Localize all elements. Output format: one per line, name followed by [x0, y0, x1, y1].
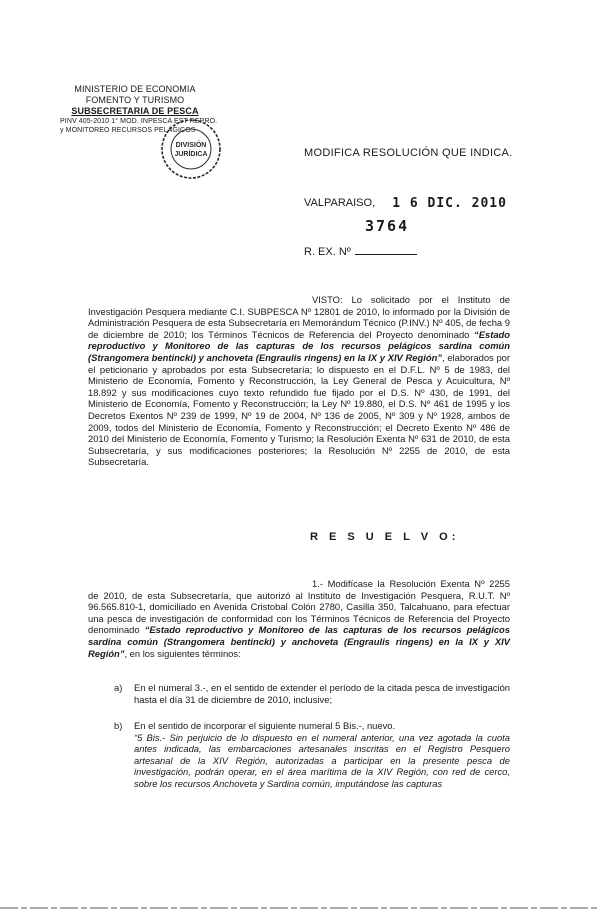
ministry-name: MINISTERIO DE ECONOMIA	[74, 84, 196, 94]
place-date-line	[304, 195, 507, 210]
item-b-quote: “5 Bis.- Sin perjuicio de lo dispuesto en el numeral anterior, una vez agotada la cuota antes indicada, las embarcaciones artesanales inscritas en el Registro Pesquero artesanal de la XIV Región, autorizadas a participar en la presente pesca de investigación, podrán operar, en el área marítima de la XIV Región, con red de cerco, sobre los recursos Anchoveta y Sardina común, imputándose las capturas	[134, 731, 510, 789]
stamp-top-text: DIVISIÓN	[175, 142, 207, 149]
resolution-number: 3764	[365, 217, 410, 235]
stamp-bottom-text: JURÍDICA	[174, 151, 208, 158]
visto-project-title: “Estado reproductivo y Monitoreo de las capturas de los recursos pelágicos sardina común (Strangomera bentincki) y anchoveta (Engraulis ringens) en la IX y XIV Región”	[88, 328, 510, 363]
rex-label: R. EX. Nº	[304, 246, 351, 258]
article-1-project-title: “Estado reproductivo y Monitoreo de las capturas de los recursos pelágicos sardina común (Strangomera bentincki) y anchoveta (Engraulis ringens) en la IX y XIV Región”	[88, 624, 510, 659]
visto-paragraph	[88, 294, 510, 468]
visto-text-1: VISTO: Lo solicitado por el Instituto de Investigación Pesquera mediante C.I. SUBPESCA Nº 12801 de 2010, lo informado por la División de Administración Pesquera de esta Subsecretaría en Memorándum Técnico (P.INV.) Nº 405, de fecha 9 de diciembre de 2010; los Términos Técnicos de Referencia del Proyecto denominado	[88, 294, 510, 340]
item-a-letter: a)	[114, 682, 123, 693]
reference-subject: y MONITOREO RECURSOS PELÁGICOS	[60, 127, 196, 134]
rex-blank-line	[355, 244, 417, 255]
item-b-text: En el sentido de incorporar el siguiente numeral 5 Bis.-, nuevo.	[134, 720, 396, 731]
subsecretaria-name: SUBSECRETARIA DE PESCA	[71, 106, 199, 116]
date-stamp: 1 6 DIC. 2010	[392, 196, 507, 211]
item-a-text: En el numeral 3.-, en el sentido de extender el período de la citada pesca de investigación hasta el día 31 de diciembre de 2010, inclusive;	[134, 682, 510, 705]
article-1-text-2: , en los siguientes términos:	[124, 647, 241, 659]
document-subject: MODIFICA RESOLUCIÓN QUE INDICA.	[304, 147, 513, 159]
item-b-body	[134, 720, 510, 790]
ministry-subtitle: FOMENTO Y TURISMO	[85, 95, 185, 105]
rex-line	[304, 244, 417, 258]
division-juridica-stamp	[160, 118, 222, 180]
article-1-text-1: 1.- Modifícase la Resolución Exenta Nº 2255 de 2010, de esta Subsecretaría, que autorizó al Instituto de Investigación Pesquera, R.U.T. Nº 96.565.810-1, domiciliado en Avenida Cristobal Colón 2780, Casilla 350, Talcahuano, para efectuar una pesca de investigación de conformidad con los Términos Técnicos de Referencia del Proyecto denominado	[88, 578, 510, 636]
stamp-seal-icon	[160, 118, 222, 180]
resuelvo-heading: R E S U E L V O:	[310, 531, 460, 543]
item-b-letter: b)	[114, 720, 123, 731]
place-label: VALPARAISO,	[304, 197, 376, 209]
article-1-paragraph	[88, 578, 510, 659]
page-footer-rule	[0, 906, 600, 910]
reference-code: PINV 405-2010 1° MOD. INPESCA EST REPRO.	[60, 118, 218, 125]
visto-text-2: , elaborados por el peticionario y aprobados por esta Subsecretaría; lo dispuesto en el D.F.L. Nº 5 de 1983, del Ministerio de Economía, Fomento y Reconstrucción, la Ley General de Pesca y Acuicultura, Nº 18.892 y sus modificaciones cuyo texto refundido fue fijado por el D.S. Nº 430, de 1991, del Ministerio de Economía, Fomento y Reconstrucción; la Ley Nº 19.880, el D.S. Nº 461 de 1995 y los Decretos Exentos Nº 239 de 1999, Nº 19 de 2004, Nº 136 de 2005, Nº 309 y Nº 1928, ambos de 2009, todos del Ministerio de Economía, Fomento y Reconstrucción; el Decreto Exento Nº 486 de 2010 del Ministerio de Economía, Fomento y Turismo; la Resolución Exenta Nº 631 de 2010, de esta Subsecretaría, y sus modificaciones posteriores; la Resolución Nº 2255 de 2010, de esta Subsecretaría.	[88, 351, 510, 468]
